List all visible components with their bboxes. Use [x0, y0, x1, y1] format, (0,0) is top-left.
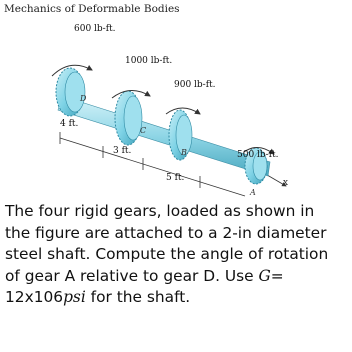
problem-text: of gear A relative to gear D. Use	[5, 266, 259, 285]
torque-label-900: 900 lb-ft.	[174, 80, 216, 90]
problem-text: for the shaft.	[85, 288, 191, 306]
unit-psi: psi	[63, 288, 86, 306]
equals-sign: =	[270, 266, 284, 285]
dimension-line	[60, 132, 245, 196]
figure-heading: Mechanics of Deformable Bodies	[4, 3, 180, 15]
axis-label-x: x	[283, 178, 289, 188]
problem-line	[5, 266, 350, 288]
problem-line: The four rigid gears, loaded as shown in	[5, 202, 315, 220]
modulus-value: 12x106	[5, 288, 64, 306]
torque-label-500: 500 lb-ft.	[237, 150, 279, 160]
dimension-label-4ft: 4 ft.	[60, 119, 79, 129]
problem-statement	[5, 201, 350, 309]
dimension-label-3ft: 3 ft.	[113, 146, 132, 156]
gear-label-b: B	[181, 148, 187, 157]
dimension-label-5ft: 5 ft.	[166, 173, 185, 183]
problem-line: the figure are attached to a 2-in diameter	[5, 223, 327, 242]
gear-c	[115, 91, 142, 145]
torque-label-600: 600 lb-ft.	[74, 24, 116, 34]
gear-label-c: C	[140, 126, 147, 135]
problem-line: steel shaft. Compute the angle of rotation	[5, 245, 329, 263]
gear-label-a: A	[250, 188, 256, 197]
shaft	[58, 96, 270, 176]
gear-label-d: D	[80, 94, 87, 103]
variable-g: G	[258, 266, 271, 285]
torque-label-1000: 1000 lb-ft.	[125, 56, 173, 66]
gear-d	[56, 68, 85, 116]
problem-line	[5, 287, 350, 309]
